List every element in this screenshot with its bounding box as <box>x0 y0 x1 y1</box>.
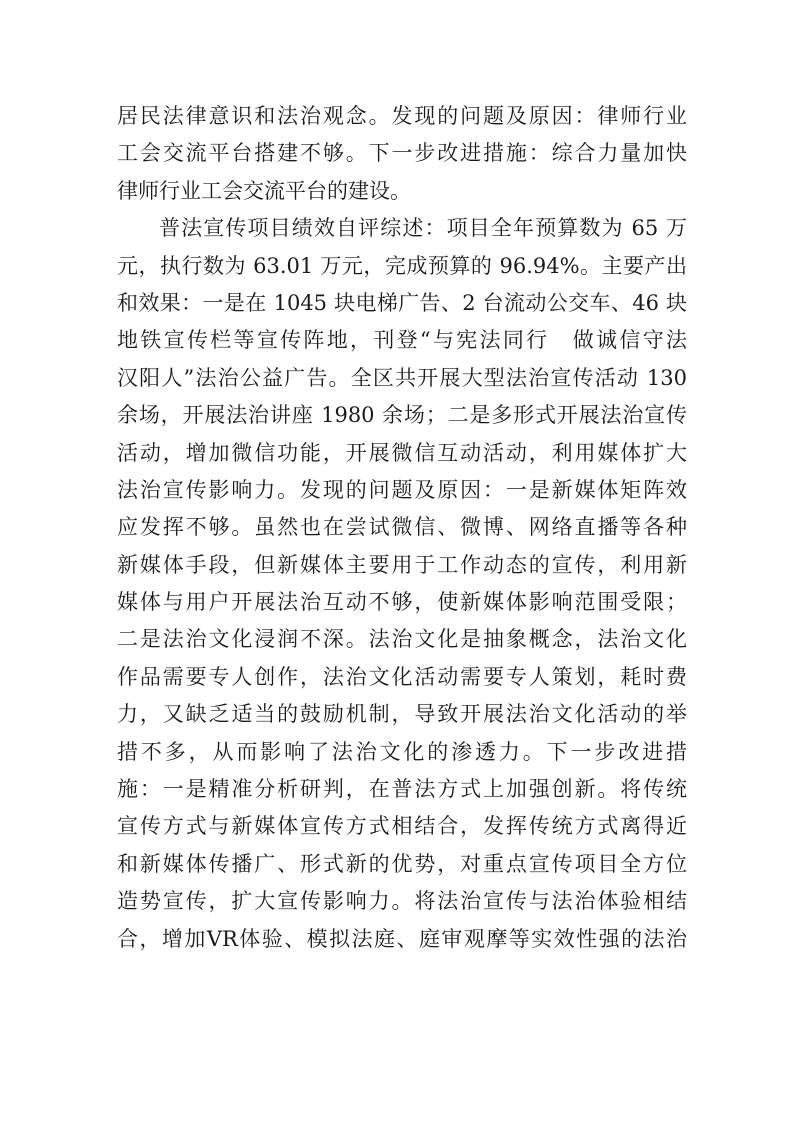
text-line: 法治宣传影响力。发现的问题及原因：一是新媒体矩阵效 <box>117 477 687 502</box>
text-line: 宣传方式与新媒体宣传方式相结合，发挥传统方式离得近 <box>117 814 687 839</box>
text-line: 措不多，从而影响了法治文化的渗透力。下一步改进措 <box>117 739 687 764</box>
text-line: 应发挥不够。虽然也在尝试微信、微博、网络直播等各种 <box>117 515 687 540</box>
text-line: 施：一是精准分析研判，在普法方式上加强创新。将传统 <box>117 777 687 802</box>
text-line: 律师行业工会交流平台的建设。 <box>117 178 411 203</box>
text-line: 地铁宣传栏等宣传阵地，刊登“与宪法同行 做诚信守法 <box>117 328 687 353</box>
text-line: 居民法律意识和法治观念。发现的问题及原因：律师行业 <box>117 104 687 128</box>
text-line: 二是法治文化浸润不深。法治文化是抽象概念，法治文化 <box>117 627 687 652</box>
text-line: 造势宣传，扩大宣传影响力。将法治宣传与法治体验相结 <box>117 889 687 914</box>
text-line: 和新媒体传播广、形式新的优势，对重点宣传项目全方位 <box>117 851 687 876</box>
text-line: 作品需要专人创作，法治文化活动需要专人策划，耗时费 <box>117 664 687 689</box>
text-line: 力，又缺乏适当的鼓励机制，导致开展法治文化活动的举 <box>117 702 687 727</box>
text-line: 合，增加VR体验、模拟法庭、庭审观摩等实效性强的法治 <box>117 926 687 951</box>
text-line: 元，执行数为 63.01 万元，完成预算的 96.94%。主要产出 <box>117 253 687 278</box>
text-line: 余场，开展法治讲座 1980 余场；二是多形式开展法治宣传 <box>117 403 687 428</box>
text-line: 新媒体手段，但新媒体主要用于工作动态的宣传，利用新 <box>117 552 687 577</box>
body-text <box>117 98 687 958</box>
text-line: 汉阳人”法治公益广告。全区共开展大型法治宣传活动 130 <box>117 365 687 390</box>
paragraph-start-line: 普法宣传项目绩效自评综述：项目全年预算数为 65 万 <box>159 216 687 241</box>
text-line: 工会交流平台搭建不够。下一步改进措施：综合力量加快 <box>117 141 687 166</box>
text-line: 和效果：一是在 1045 块电梯广告、2 台流动公交车、46 块 <box>117 290 687 315</box>
text-line: 媒体与用户开展法治互动不够，使新媒体影响范围受限； <box>117 590 687 615</box>
text-line: 活动，增加微信功能，开展微信互动活动，利用媒体扩大 <box>117 440 687 465</box>
